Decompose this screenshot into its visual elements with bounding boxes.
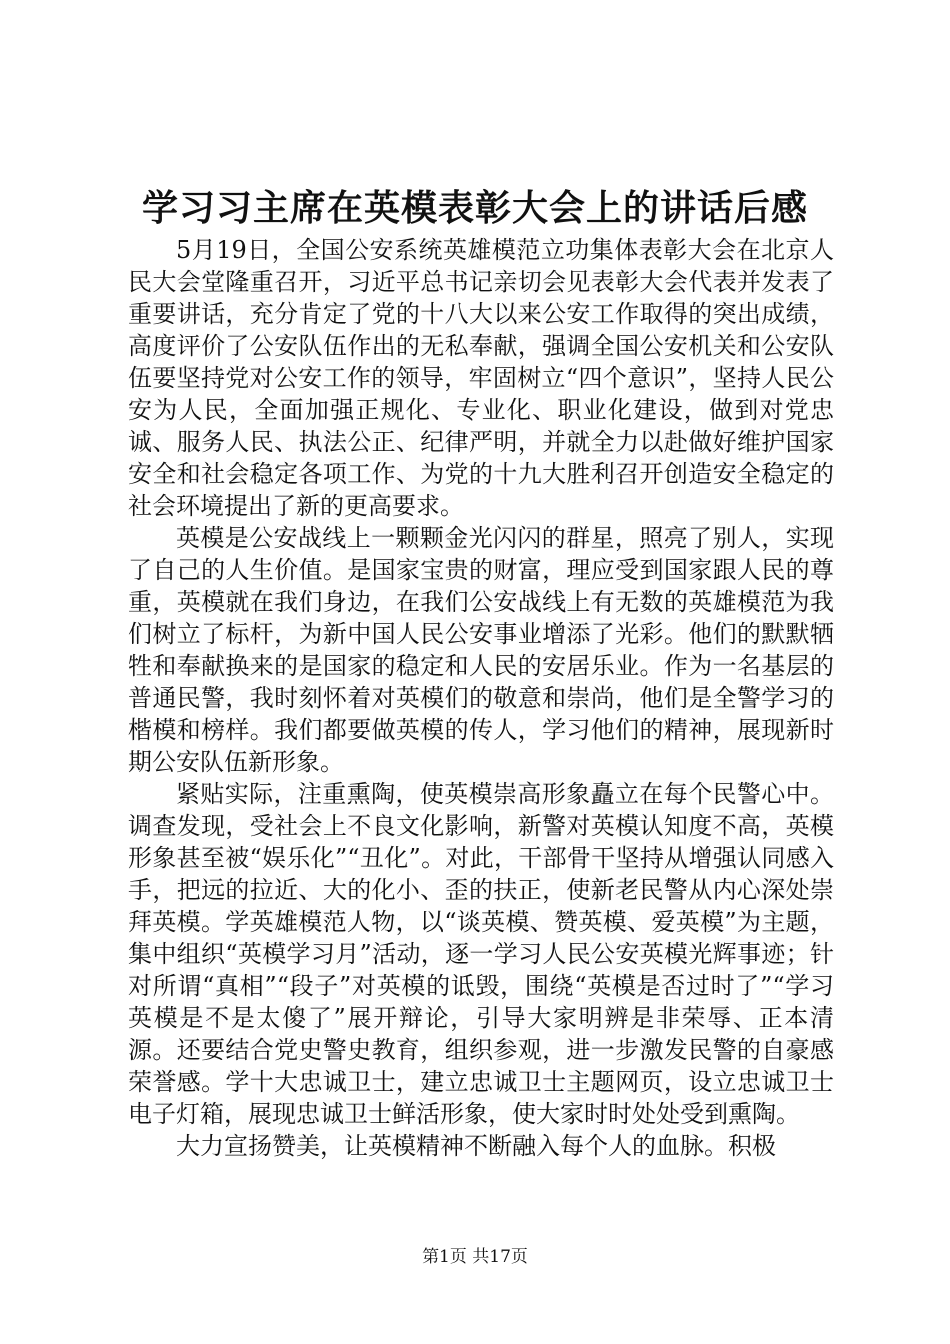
paragraph: 5月19日，全国公安系统英雄模范立功集体表彰大会在北京人民大会堂隆重召开，习近平总书记亲切会见表彰大会代表并发表了重要讲话，充分肯定了党的十八大以来公安工作取得的突出成绩，高度评价了公安队伍作出的无私奉献，强调全国公安机关和公安队伍要坚持党对公安工作的领导，牢固树立“四个意识”，坚持人民公安为人民，全面加强正规化、专业化、职业化建设，做到对党忠诚、服务人民、执法公正、纪律严明，并就全力以赴做好维护国家安全和社会稳定各项工作、为党的十九大胜利召开创造安全稳定的社会环境提出了新的更高要求。 [128,236,834,520]
paragraph: 英模是公安战线上一颗颗金光闪闪的群星，照亮了别人，实现了自己的人生价值。是国家宝贵的财富，理应受到国家跟人民的尊重，英模就在我们身边，在我们公安战线上有无数的英雄模范为我们树立了标杆，为新中国人民公安事业增添了光彩。他们的默默牺牲和奉献换来的是国家的稳定和人民的安居乐业。作为一名基层的普通民警，我时刻怀着对英模们的敬意和崇尚，他们是全警学习的楷模和榜样。我们都要做英模的传人，学习他们的精神，展现新时期公安队伍新形象。 [128,524,834,776]
paragraph: 大力宣扬赞美，让英模精神不断融入每个人的血脉。积极 [176,1132,776,1160]
document-title: 学习习主席在英模表彰大会上的讲话后感 [141,187,808,229]
document-body [128,234,834,1162]
paragraph: 紧贴实际，注重熏陶，使英模崇高形象矗立在每个民警心中。调查发现，受社会上不良文化影响，新警对英模认知度不高，英模形象甚至被“娱乐化”“丑化”。对此，干部骨干坚持从增强认同感入手，把远的拉近、大的化小、歪的扶正，使新老民警从内心深处崇拜英模。学英雄模范人物，以“谈英模、赞英模、爱英模”为主题，集中组织“英模学习月”活动，逐一学习人民公安英模光辉事迹；针对所谓“真相”“段子”对英模的诋毁，围绕“英模是否过时了”“学习英模是不是太傻了”展开辩论，引导大家明辨是非荣辱、正本清源。还要结合党史警史教育，组织参观，进一步激发民警的自豪感荣誉感。学十大忠诚卫士，建立忠诚卫士主题网页，设立忠诚卫士电子灯箱，展现忠诚卫士鲜活形象，使大家时时处处受到熏陶。 [128,780,834,1128]
page-number-footer: 第1页 共17页 [422,1247,528,1267]
